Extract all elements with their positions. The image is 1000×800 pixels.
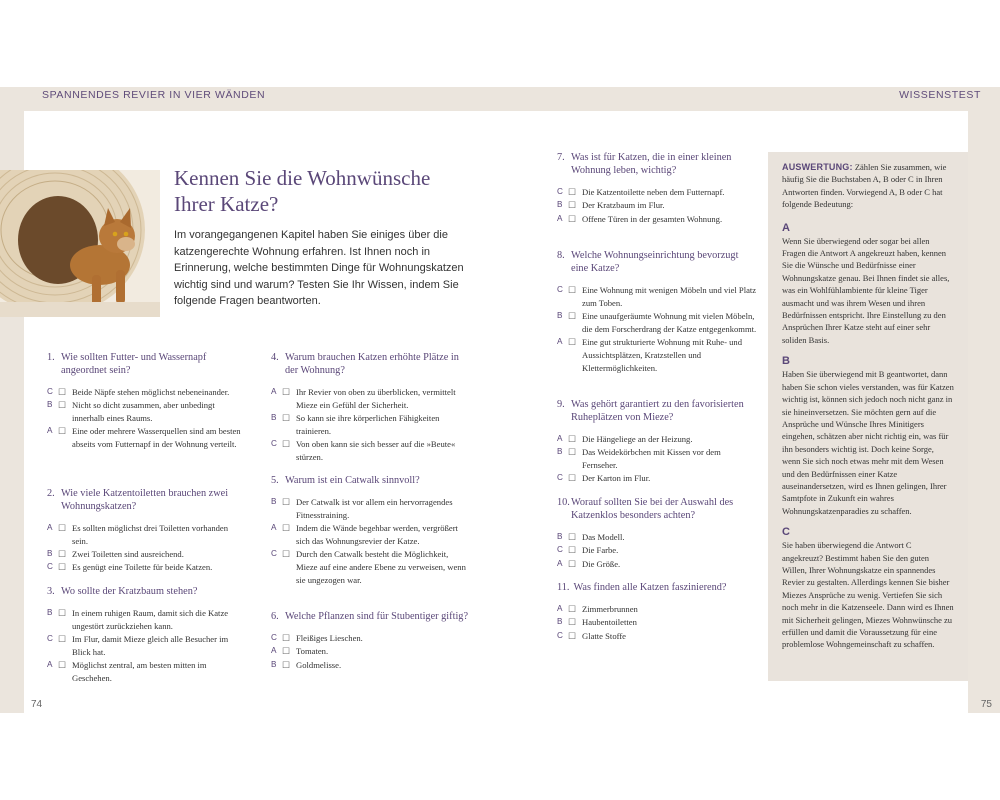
- answer-letter: B: [47, 608, 53, 617]
- answer-text: Fleißiges Lieschen.: [296, 633, 363, 643]
- answer-option[interactable]: [47, 522, 242, 548]
- answer-letter: B: [557, 447, 563, 457]
- answer-text: Von oben kann sie sich besser auf die »Beute« stürzen.: [296, 439, 456, 462]
- question-number: 6.: [271, 611, 279, 622]
- checkbox-icon[interactable]: ☐: [58, 387, 67, 397]
- answer-text: Zwei Toiletten sind ausreichend.: [72, 549, 184, 560]
- answer-text: Eine Wohnung mit wenigen Möbeln und viel Platz zum Toben.: [582, 285, 757, 308]
- answer-text: Die Hängeliege an der Heizung.: [582, 434, 693, 444]
- question-number: 5.: [271, 475, 279, 486]
- answer-text: Der Catwalk ist vor allem ein hervorragendes Fitnesstraining.: [296, 497, 453, 520]
- question-title: Wo sollte der Kratzbaum stehen?: [61, 586, 198, 597]
- checkbox-icon[interactable]: ☐: [58, 608, 67, 618]
- answer-option[interactable]: [271, 659, 469, 672]
- answer-letter: A: [557, 604, 563, 613]
- answer-letter: A: [271, 523, 277, 533]
- answer-letter: A: [47, 426, 53, 436]
- answer-option[interactable]: [47, 633, 242, 659]
- checkbox-icon[interactable]: ☐: [568, 285, 577, 295]
- answer-option[interactable]: [271, 645, 469, 658]
- checkbox-icon[interactable]: ☐: [568, 200, 577, 211]
- checkbox-icon[interactable]: ☐: [568, 447, 577, 458]
- page-number-right: 75: [980, 699, 992, 710]
- question-8: [557, 249, 757, 375]
- checkbox-icon[interactable]: ☐: [568, 337, 577, 348]
- question-1: [47, 351, 242, 451]
- answer-text: Das Modell.: [582, 532, 625, 542]
- question-11: [557, 581, 757, 643]
- question-number: 9.: [557, 399, 565, 410]
- answer-option[interactable]: [557, 472, 757, 485]
- question-number: 7.: [557, 152, 565, 163]
- answer-text: Ihr Revier von oben zu überblicken, vermittelt Mieze ein Gefühl der Sicherheit.: [296, 387, 456, 410]
- answer-option[interactable]: [557, 531, 757, 544]
- answer-letter: A: [271, 646, 277, 656]
- answer-text: Eine oder mehrere Wasserquellen sind am besten abseits vom Futternapf in der Wohnung verteilt.: [72, 426, 241, 450]
- question-number: 11.: [557, 582, 570, 593]
- answer-letter: C: [557, 187, 563, 196]
- answer-option[interactable]: [557, 186, 757, 199]
- question-5: [271, 474, 469, 587]
- answer-letter: A: [47, 660, 53, 670]
- question-6: [271, 610, 469, 672]
- answer-option[interactable]: [271, 438, 469, 464]
- question-title: Was finden alle Katzen faszinierend?: [573, 582, 727, 593]
- question-number: 4.: [271, 352, 279, 363]
- answer-letter: B: [557, 617, 563, 627]
- checkbox-icon[interactable]: ☐: [58, 400, 67, 411]
- answer-letter: B: [271, 413, 277, 423]
- answer-text: Die Größe.: [582, 558, 621, 569]
- evaluation-lead: Zählen Sie zusammen, wie häufig Sie die Buchstaben A, B oder C in Ihren Antworten finden. Vorwiegend A, B oder C hat folgende Bedeutung:: [782, 162, 947, 210]
- checkbox-icon[interactable]: ☐: [568, 213, 577, 224]
- answer-letter: C: [557, 285, 563, 294]
- question-title: Was gehört garantiert zu den favorisierten Ruheplätzen von Mieze?: [571, 399, 744, 423]
- answer-letter: B: [557, 200, 563, 210]
- answer-option[interactable]: [47, 561, 242, 574]
- answer-text: Eine gut strukturierte Wohnung mit Ruhe- und Aussichtsplätzen, Kratzstellen und Klettermöglichkeiten.: [582, 337, 743, 373]
- question-number: 8.: [557, 250, 565, 261]
- question-4: [271, 351, 469, 464]
- question-title: Welche Wohnungseinrichtung bevorzugt eine Katze?: [571, 250, 739, 274]
- evaluation-label: AUSWERTUNG:: [782, 162, 853, 172]
- answer-option[interactable]: [47, 386, 242, 399]
- answer-option[interactable]: [557, 284, 757, 310]
- answer-text: Es sollten möglichst drei Toiletten vorhanden sein.: [72, 523, 229, 546]
- checkbox-icon[interactable]: ☐: [58, 523, 67, 533]
- answer-letter: C: [47, 634, 53, 644]
- answer-text: Die Katzentoilette neben dem Futternapf.: [582, 187, 725, 197]
- answer-text: Zimmerbrunnen: [582, 604, 638, 614]
- answer-text: Offene Türen in der gesamten Wohnung.: [582, 213, 723, 224]
- evaluation-intro: [782, 161, 954, 211]
- cat-in-bed-image: [0, 170, 160, 317]
- answer-text: Indem die Wände begehbar werden, vergrößert sich das Wohnungsrevier der Katze.: [296, 523, 458, 546]
- evaluation-letter-a: A: [782, 221, 790, 234]
- answer-text: Glatte Stoffe: [582, 630, 626, 641]
- answer-letter: A: [557, 213, 563, 223]
- answer-text: Eine unaufgeräumte Wohnung mit vielen Möbeln, die dem Forscherdrang der Katze entgegenkommt.: [582, 311, 757, 334]
- answer-option[interactable]: [271, 496, 469, 522]
- answer-option[interactable]: [271, 548, 469, 586]
- checkbox-icon[interactable]: ☐: [282, 387, 291, 397]
- answer-option[interactable]: [557, 433, 757, 446]
- question-title: Welche Pflanzen sind für Stubentiger giftig?: [285, 611, 469, 622]
- running-header-left: SPANNENDES REVIER IN VIER WÄNDEN: [42, 89, 266, 101]
- question-title: Was ist für Katzen, die in einer kleinen Wohnung leben, wichtig?: [571, 152, 732, 176]
- answer-letter: B: [47, 549, 53, 559]
- answer-text: Die Farbe.: [582, 545, 619, 556]
- question-title: Worauf sollten Sie bei der Auswahl des Katzenklos besonders achten?: [571, 497, 734, 521]
- answer-text: So kann sie ihre körperlichen Fähigkeiten trainieren.: [296, 413, 440, 436]
- answer-letter: C: [47, 562, 53, 572]
- answer-text: Haubentoiletten: [582, 617, 637, 628]
- answer-letter: C: [557, 630, 563, 640]
- question-9: [557, 398, 757, 486]
- checkbox-icon[interactable]: ☐: [282, 523, 291, 534]
- answer-option[interactable]: [557, 199, 757, 212]
- question-7: [557, 151, 757, 226]
- question-title: Warum brauchen Katzen erhöhte Plätze in der Wohnung?: [285, 352, 459, 376]
- answer-option[interactable]: [557, 446, 757, 472]
- checkbox-icon[interactable]: ☐: [568, 434, 577, 444]
- answer-text: Goldmelisse.: [296, 659, 342, 670]
- question-number: 10.: [557, 497, 570, 508]
- answer-letter: B: [271, 659, 277, 669]
- checkbox-icon[interactable]: ☐: [568, 604, 577, 614]
- checkbox-icon[interactable]: ☐: [282, 633, 291, 643]
- question-number: 2.: [47, 488, 55, 499]
- question-2: [47, 487, 242, 575]
- answer-letter: C: [47, 387, 53, 396]
- page-number-left: 74: [31, 699, 43, 710]
- checkbox-icon[interactable]: ☐: [58, 549, 67, 560]
- checkbox-icon[interactable]: ☐: [282, 646, 291, 657]
- answer-option[interactable]: [271, 522, 469, 548]
- checkbox-icon[interactable]: ☐: [58, 562, 67, 573]
- evaluation-text-c: Sie haben überwiegend die Antwort C angekreuzt? Bestimmt haben Sie den guten Willen, Ihrer Wohnungskatze ein spannendes Revier zu gestalten. Allerdings kennen Sie bisher Miezes Ansprüche zu wenig. Vertiefen Sie sich noch mehr in die Katzenseele. Dann wird es Ihnen mit Sicherheit gelingen, Miezes Wohnwünsche zu erfüllen und damit die Voraussetzung für eine problemlose Wohngemeinschaft zu schaffen.: [782, 540, 954, 650]
- answer-text: Es genügt eine Toilette für beide Katzen.: [72, 562, 213, 573]
- checkbox-icon[interactable]: ☐: [568, 545, 577, 556]
- checkbox-icon[interactable]: ☐: [568, 630, 577, 641]
- evaluation-box: [768, 152, 968, 681]
- cat-photo: [0, 170, 160, 317]
- checkbox-icon[interactable]: ☐: [282, 439, 291, 450]
- answer-option[interactable]: [557, 544, 757, 557]
- question-number: 1.: [47, 352, 55, 363]
- answer-text: Beide Näpfe stehen möglichst nebeneinander.: [72, 387, 230, 397]
- question-title: Wie sollten Futter- und Wassernapf angeordnet sein?: [61, 352, 207, 376]
- answer-option[interactable]: [271, 632, 469, 645]
- checkbox-icon[interactable]: ☐: [568, 473, 577, 484]
- answer-letter: A: [271, 387, 277, 396]
- answer-letter: B: [271, 497, 277, 506]
- answer-text: Tomaten.: [296, 646, 329, 657]
- question-title: Warum ist ein Catwalk sinnvoll?: [285, 475, 420, 486]
- intro-paragraph: Im vorangegangenen Kapitel haben Sie einiges über die katzengerechte Wohnung erfahren. Ist Ihnen noch in Erinnerung, welche bestimmten Dinge für Wohnungskatzen wichtig sind und warum? Testen Sie Ihr Wissen, indem Sie folgende Fragen beantworten.: [174, 229, 464, 307]
- answer-text: Möglichst zentral, am besten mitten im Geschehen.: [72, 660, 207, 683]
- checkbox-icon[interactable]: ☐: [568, 558, 577, 569]
- answer-option[interactable]: [557, 616, 757, 629]
- checkbox-icon[interactable]: ☐: [568, 311, 577, 322]
- answer-option[interactable]: [271, 412, 469, 438]
- question-title: Wie viele Katzentoiletten brauchen zwei Wohnungskatzen?: [61, 488, 229, 512]
- answer-option[interactable]: [557, 213, 757, 226]
- evaluation-letter-b: B: [782, 355, 790, 368]
- checkbox-icon[interactable]: ☐: [568, 532, 577, 542]
- answer-option[interactable]: [47, 607, 242, 633]
- answer-text: Der Karton im Flur.: [582, 473, 651, 484]
- checkbox-icon[interactable]: ☐: [568, 187, 577, 197]
- answer-letter: A: [47, 523, 53, 532]
- answer-option[interactable]: [557, 310, 757, 336]
- checkbox-icon[interactable]: ☐: [58, 660, 67, 671]
- answer-option[interactable]: [47, 548, 242, 561]
- evaluation-text-b: Haben Sie überwiegend mit B geantwortet, dann haben Sie schon vieles verstanden, was für Katzen wichtig ist, können sich jedoch noch nicht ganz in sie hineinversetzen. Sie möchten gern auf die Ansprüche und Wünsche Ihres Minitigers eingehen, schätzen aber nicht richtig ein, was für ihn besonders wichtig ist. Doch keine Sorge, wenn Sie sich noch etwas mehr mit dem Wesen und den Bedürfnissen einer Katze auseinandersetzen, wird es Ihnen gelingen, Ihrer Samtpfote in Zukunft ein wahres Wohnungskatzenparadies zu schaffen.: [782, 369, 954, 516]
- answer-letter: B: [557, 311, 563, 321]
- answer-letter: A: [557, 337, 563, 347]
- question-3: [47, 585, 242, 685]
- checkbox-icon[interactable]: ☐: [282, 549, 291, 560]
- checkbox-icon[interactable]: ☐: [282, 659, 291, 670]
- answer-text: Im Flur, damit Mieze gleich alle Besucher im Blick hat.: [72, 634, 229, 657]
- answer-letter: A: [557, 558, 563, 568]
- answer-option[interactable]: [557, 558, 757, 571]
- running-header-right: WISSENSTEST: [899, 89, 981, 101]
- answer-letter: C: [271, 633, 277, 642]
- answer-letter: C: [557, 473, 563, 483]
- answer-letter: C: [557, 545, 563, 555]
- answer-letter: C: [271, 549, 277, 559]
- evaluation-text-a: Wenn Sie überwiegend oder sogar bei allen Fragen die Antwort A angekreuzt haben, kennen Sie die Wünsche und Bedürfnisse einer Wohnungskatze genau. Bei Ihnen findet sie alles, was ein Wohlfühlambiente für kleine Tiger ausmacht und was ihrem Wesen und ihren Bedürfnissen entspricht. Ihre Einstellung zu den Ansprüchen Ihrer Katze steht auf einer sehr soliden Basis.: [782, 235, 950, 345]
- page-title: Kennen Sie die Wohnwünsche Ihrer Katze?: [174, 166, 431, 216]
- answer-option[interactable]: [557, 603, 757, 616]
- checkbox-icon[interactable]: ☐: [58, 426, 67, 437]
- answer-text: Der Kratzbaum im Flur.: [582, 200, 665, 211]
- answer-option[interactable]: [271, 386, 469, 412]
- answer-letter: A: [557, 434, 563, 443]
- evaluation-letter-c: C: [782, 526, 790, 539]
- answer-option[interactable]: [47, 659, 242, 685]
- answer-text: Das Weidekörbchen mit Kissen vor dem Fernseher.: [582, 447, 721, 471]
- question-10: [557, 496, 757, 571]
- question-number: 3.: [47, 586, 55, 597]
- checkbox-icon[interactable]: ☐: [568, 617, 577, 628]
- answer-text: Nicht so dicht zusammen, aber unbedingt innerhalb eines Raums.: [72, 400, 215, 424]
- answer-text: Durch den Catwalk besteht die Möglichkeit, Mieze auf eine andere Ebene zu verweisen, wenn sie ungezogen war.: [296, 549, 466, 585]
- checkbox-icon[interactable]: ☐: [282, 413, 291, 424]
- answer-option[interactable]: [47, 399, 242, 425]
- checkbox-icon[interactable]: ☐: [58, 634, 67, 645]
- answer-option[interactable]: [47, 425, 242, 451]
- answer-option[interactable]: [557, 630, 757, 643]
- answer-option[interactable]: [557, 336, 757, 374]
- answer-letter: B: [47, 400, 53, 410]
- answer-letter: C: [271, 439, 277, 449]
- answer-text: In einem ruhigen Raum, damit sich die Katze ungestört zurückziehen kann.: [72, 608, 229, 631]
- checkbox-icon[interactable]: ☐: [282, 497, 291, 507]
- answer-letter: B: [557, 532, 563, 541]
